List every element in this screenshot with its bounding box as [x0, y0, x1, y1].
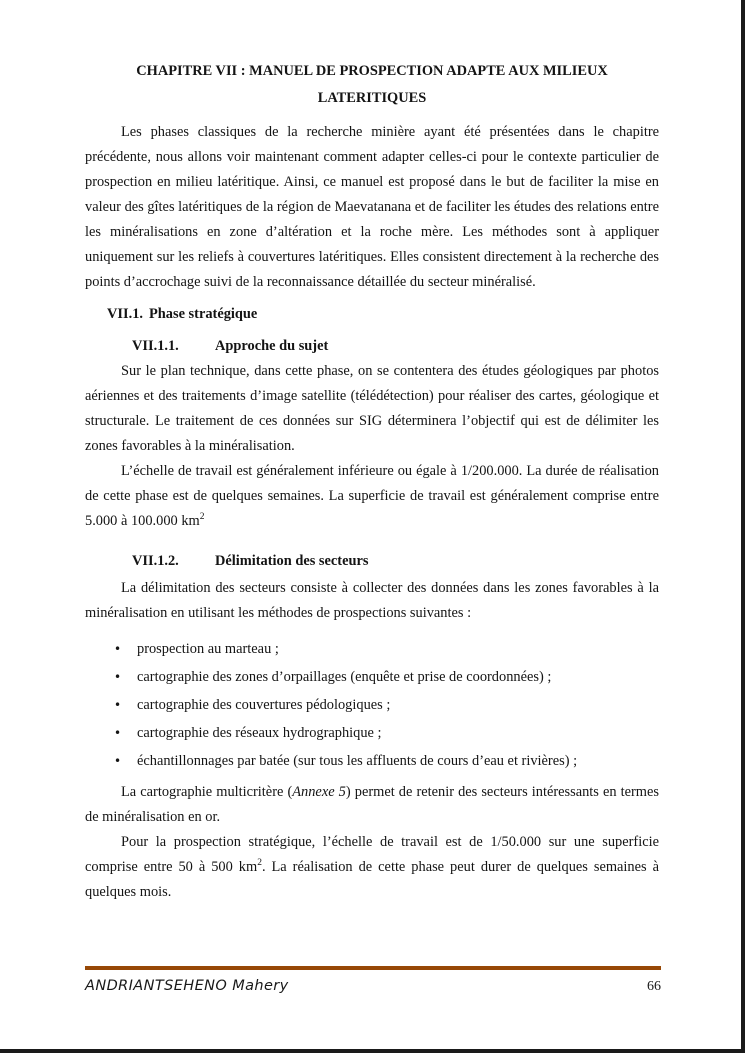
- list-item-text: cartographie des réseaux hydrographique ;: [137, 725, 382, 741]
- strategique-text-1: Pour la prospection stratégique, l’échelle de travail est de 1/50.000 sur une superficie comprise entre 50 à 500 km: [85, 834, 659, 875]
- list-item: [85, 638, 659, 660]
- footer: [85, 966, 661, 995]
- strategique-text-2: . La réalisation de cette phase peut durer de quelques semaines à quelques mois.: [85, 859, 659, 900]
- chapter-title-line1: CHAPITRE VII : MANUEL DE PROSPECTION ADAPTE AUX MILIEUX: [136, 63, 608, 79]
- multicritere-text-after: ) permet de retenir des secteurs intéressants en termes de minéralisation en or.: [85, 784, 659, 825]
- footer-row: [85, 978, 661, 995]
- page-content: [85, 58, 659, 905]
- section-heading-vii11: [132, 333, 659, 359]
- chapter-title-line2: LATERITIQUES: [317, 90, 427, 106]
- list-item: [85, 750, 659, 772]
- bullet-icon: •: [114, 642, 122, 656]
- superscript: 2: [257, 858, 262, 869]
- multicritere-text-before: La cartographie multicritère (: [121, 784, 293, 800]
- footer-author: ANDRIANTSEHENO Mahery: [85, 978, 289, 994]
- list-item-text: cartographie des couvertures pédologiques ;: [137, 697, 391, 713]
- delimitation-paragraph: La délimitation des secteurs consiste à collecter des données dans les zones favorables à la minéralisation en utilisant les méthodes de prospections suivantes :: [85, 580, 659, 621]
- bullet-icon: •: [114, 670, 122, 684]
- strategique-paragraph: [85, 830, 659, 905]
- section-title: Phase stratégique: [148, 306, 258, 322]
- footer-rule: [85, 966, 661, 970]
- echelle-paragraph: [85, 459, 659, 534]
- multicritere-paragraph: [85, 780, 659, 830]
- chapter-title: [85, 58, 659, 112]
- bullet-icon: •: [114, 754, 122, 768]
- section-number: VII.1.1.: [132, 338, 179, 354]
- bullet-icon: •: [114, 698, 122, 712]
- bullet-list: [85, 638, 659, 772]
- list-item-text: échantillonnages par batée (sur tous les affluents de cours d’eau et rivières) ;: [137, 753, 578, 769]
- section-heading-vii12: [132, 548, 659, 574]
- echelle-text: L’échelle de travail est généralement inférieure ou égale à 1/200.000. La durée de réalisation de cette phase est de quelques semaines. La superficie de travail est généralement comprise entre 5.000 à 100.000 km: [85, 463, 659, 529]
- approche-paragraph: Sur le plan technique, dans cette phase, on se contentera des études géologiques par photos aériennes et des traitements d’image satellite (télédétection) pour réaliser des cartes, géologique et structurale. Le traitement de ces données sur SIG déterminera l’objectif qui est de délimiter les zones favorables à la minéralisation.: [85, 363, 659, 454]
- bullet-icon: •: [114, 726, 122, 740]
- superscript: 2: [199, 512, 205, 523]
- intro-paragraph: Les phases classiques de la recherche minière ayant été présentées dans le chapitre précédente, nous allons voir maintenant comment adapter celles-ci pour le contexte particulier de prospection en milieu latéritique. Ainsi, ce manuel est proposé dans le but de faciliter la mise en valeur des gîtes latéritiques de la région de Maevatanana et de faciliter les études des relations entre les minéralisations en zone d’altération et la roche mère. Les méthodes sont à appliquer uniquement sur les reliefs à couvertures latéritiques. Elles consistent directement à la recherche des points d’accrochage suivi de la reconnaissance détaillée du secteur minéralisé.: [85, 124, 659, 290]
- section-number: VII.1.: [107, 306, 143, 322]
- section-heading-vii1: [107, 301, 659, 327]
- section-title: Délimitation des secteurs: [215, 553, 369, 569]
- section-number: VII.1.2.: [132, 553, 179, 569]
- footer-page-number: 66: [647, 979, 661, 994]
- list-item: [85, 722, 659, 744]
- section-title: Approche du sujet: [215, 338, 329, 354]
- list-item: [85, 666, 659, 688]
- list-item-text: cartographie des zones d’orpaillages (enquête et prise de coordonnées) ;: [137, 669, 552, 685]
- list-item: [85, 694, 659, 716]
- annexe-reference: Annexe 5: [292, 784, 346, 800]
- list-item-text: prospection au marteau ;: [137, 641, 279, 657]
